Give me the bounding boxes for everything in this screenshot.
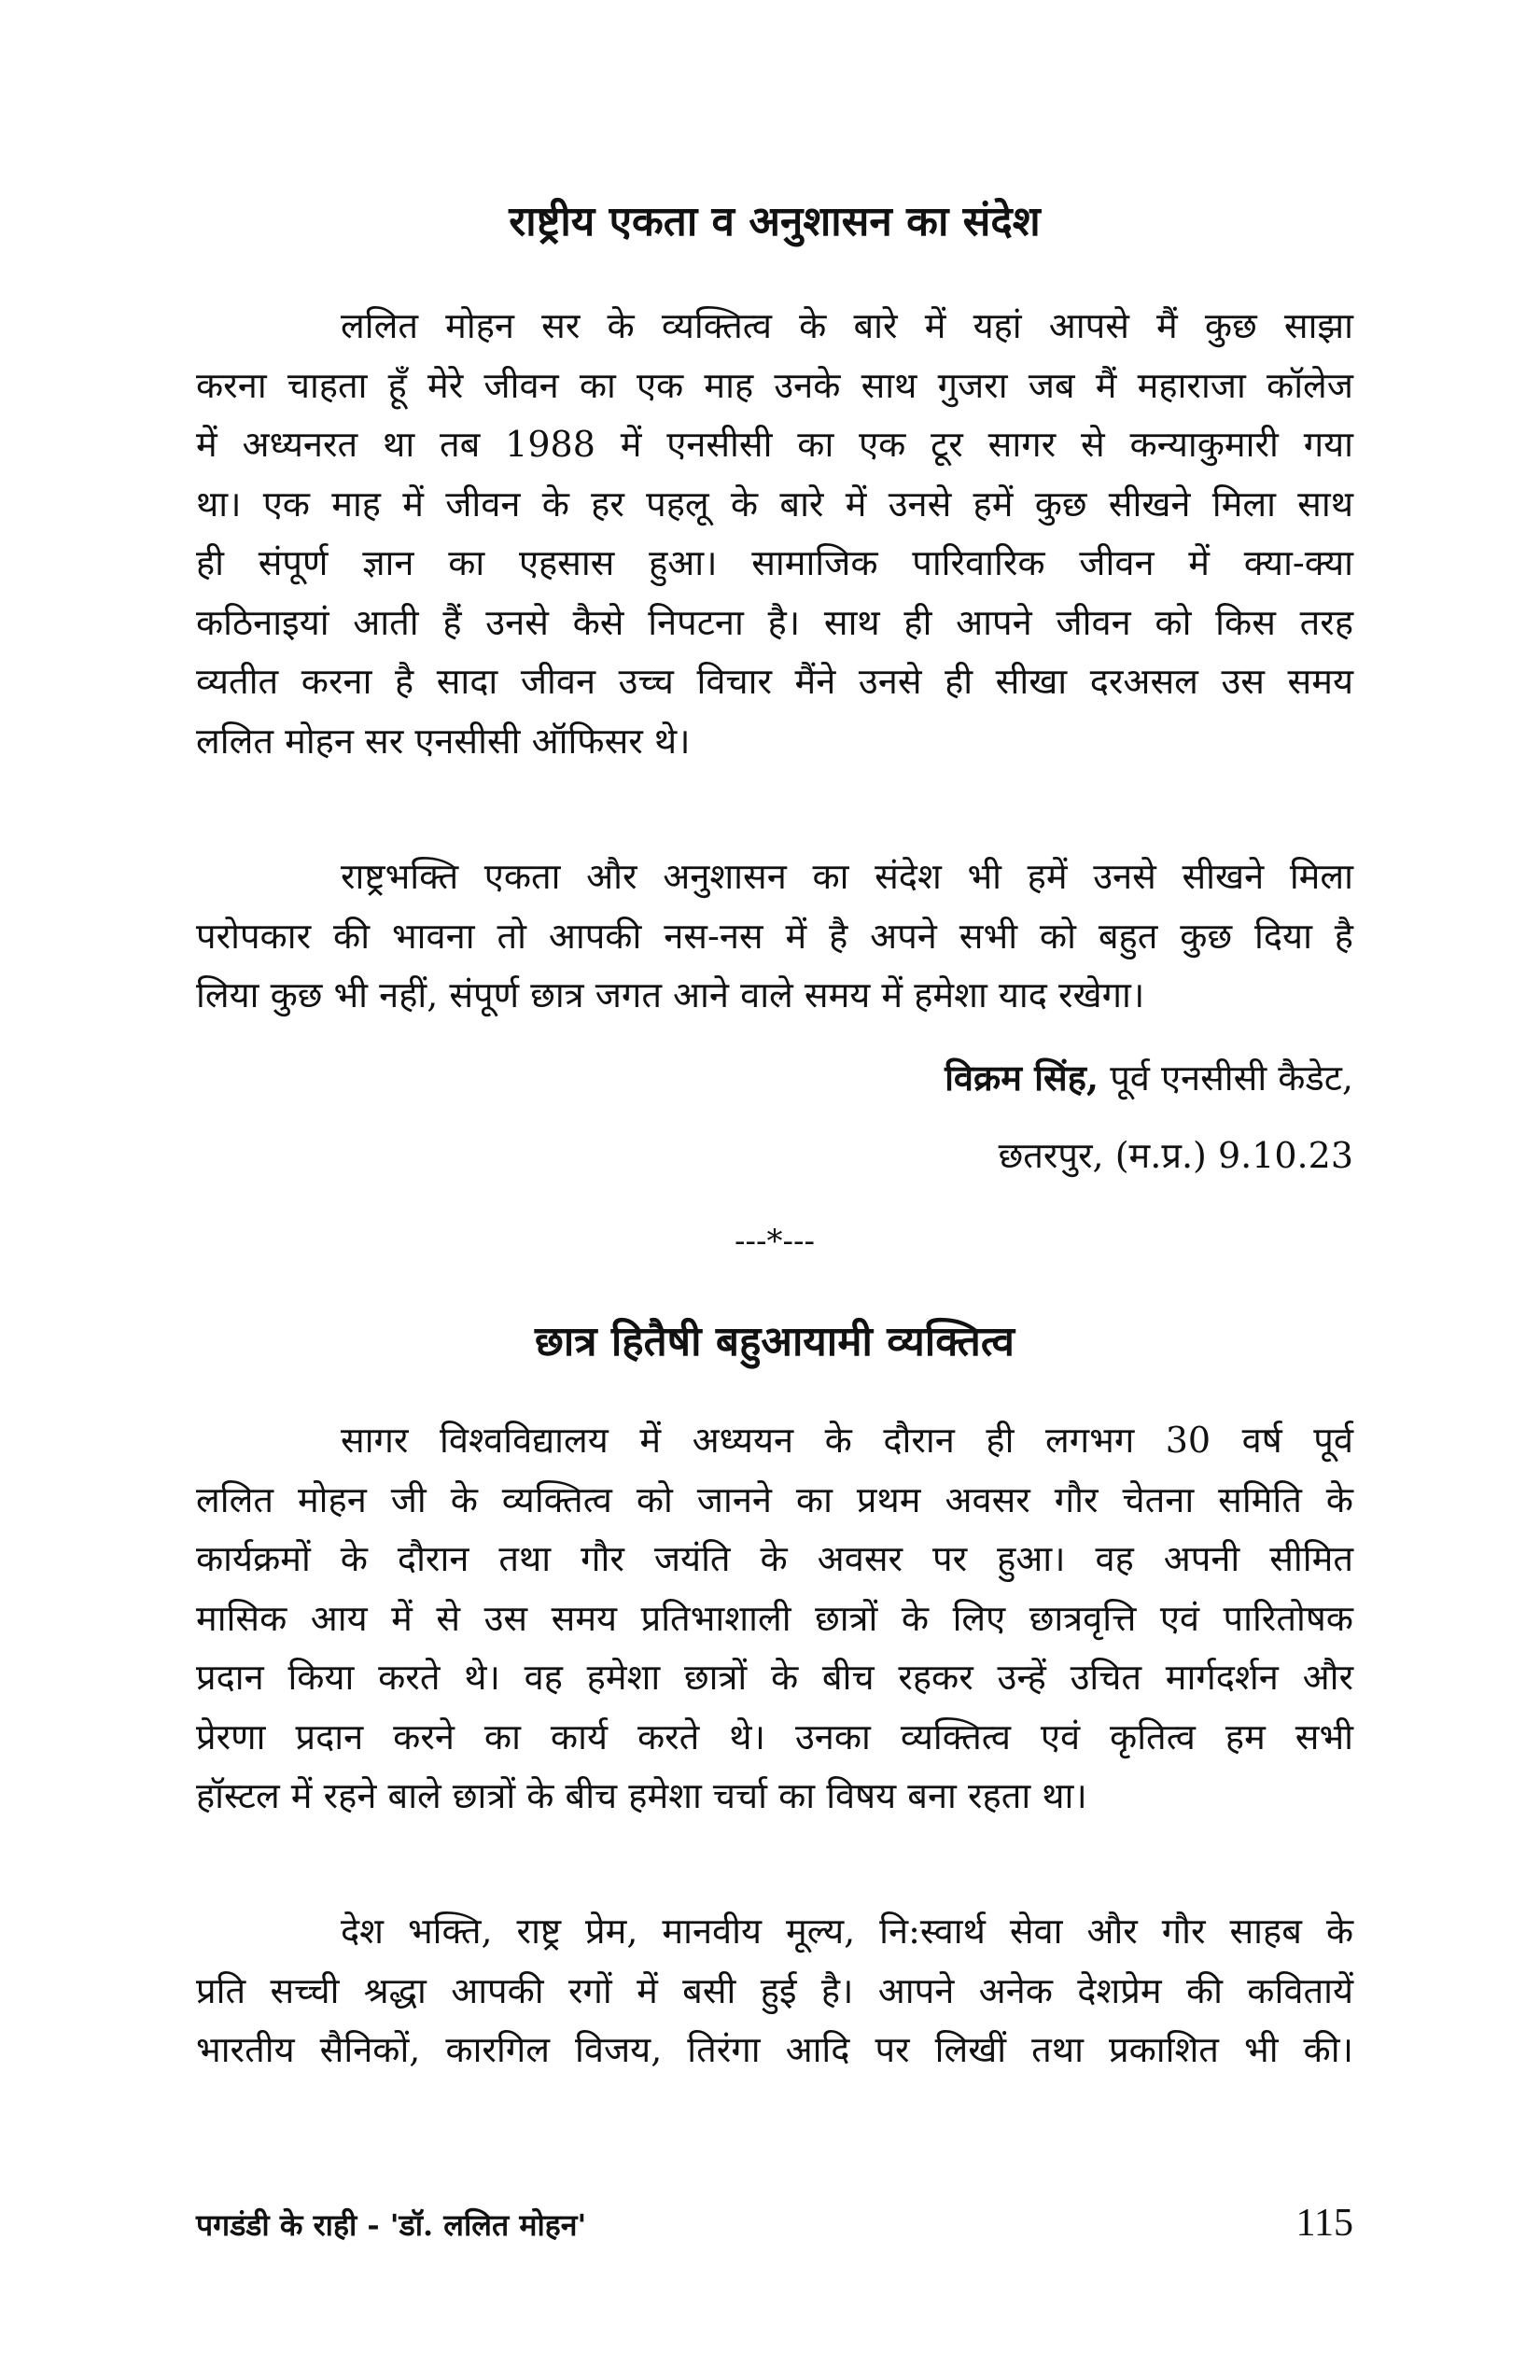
text-line: देश भक्ति, राष्ट्र प्रेम, मानवीय मूल्य, नि:स्वार्थ सेवा और गौर साहब के [341,1911,1353,1952]
article-paragraph [196,847,1353,1026]
text-line: ललित मोहन सर के व्यक्तित्व के बारे में यहां आपसे मैं कुछ साझा [341,305,1353,346]
text-line: था। एक माह में जीवन के हर पहलू के बारे में उनसे हमें कुछ सीखने मिला साथ [196,483,1353,525]
page-number: 115 [1295,2202,1353,2245]
article-paragraph [196,297,1353,771]
author-designation: पूर्व एनसीसी कैडेट, [1110,1057,1353,1099]
running-footer-title: पगडंडी के राही - 'डॉ. ललित मोहन' [196,2207,587,2243]
place-date: छतरपुर, (म.प्र.) 9.10.23 [998,1135,1353,1176]
text-line: राष्ट्रभक्ति एकता और अनुशासन का संदेश भी हमें उनसे सीखने मिला [341,856,1353,897]
text-line: प्रेरणा प्रदान करने का कार्य करते थे। उनका व्यक्तित्व एवं कृतित्व हम सभी [196,1715,1353,1757]
text-line: मासिक आय में से उस समय प्रतिभाशाली छात्रों के लिए छात्रवृत्ति एवं पारितोषक [196,1597,1353,1639]
article-title: राष्ट्रीय एकता व अनुशासन का संदेश [509,198,1041,245]
author-name: विक्रम सिंह, [945,1057,1099,1099]
text-line: हॉस्टल में रहने बाले छात्रों के बीच हमेशा चर्चा का विषय बना रहता था। [196,1775,1087,1816]
text-line: भारतीय सैनिकों, कारगिल विजय, तिरंगा आदि पर लिखीं तथा प्रकाशित भी की। [196,2029,1353,2070]
text-line: ललित मोहन जी के व्यक्तित्व को जानने का प्रथम अवसर गौर चेतना समिति के [196,1478,1353,1520]
signature-line [945,1050,1353,1106]
text-line: ललित मोहन सर एनसीसी ऑफिसर थे। [196,720,691,762]
text-line: कार्यक्रमों के दौरान तथा गौर जयंति के अवसर पर हुआ। वह अपनी सीमित [196,1538,1353,1579]
text-line: सागर विश्वविद्यालय में अध्ययन के दौरान ही लगभग 30 वर्ष पूर्व [341,1420,1353,1461]
text-line: ही संपूर्ण ज्ञान का एहसास हुआ। सामाजिक पारिवारिक जीवन में क्या-क्या [196,542,1353,583]
text-line: लिया कुछ भी नहीं, संपूर्ण छात्र जगत आने वाले समय में हमेशा याद रखेगा। [196,974,1145,1015]
text-line: कठिनाइयां आती हैं उनसे कैसे निपटना है। साथ ही आपने जीवन को किस तरह [196,601,1353,643]
text-line: में अध्यनरत था तब 1988 में एनसीसी का एक टूर सागर से कन्याकुमारी गया [196,424,1353,465]
text-line: प्रति सच्ची श्रद्धा आपकी रगों में बसी हुई है। आपने अनेक देशप्रेम की कवितायें [196,1969,1353,2011]
section-separator: ---*--- [735,1223,815,1260]
article-title: छात्र हितैषी बहुआयामी व्यक्तित्व [535,1318,1015,1365]
text-line: व्यतीत करना है सादा जीवन उच्च विचार मैंने उनसे ही सीखा दरअसल उस समय [196,661,1353,702]
text-line: प्रदान किया करते थे। वह हमेशा छात्रों के बीच रहकर उन्हें उचित मार्गदर्शन और [196,1657,1353,1698]
article-paragraph [196,1902,1353,2080]
article-paragraph [196,1411,1353,1827]
text-line: परोपकार की भावना तो आपकी नस-नस में है अपने सभी को बहुत कुछ दिया है [196,915,1353,957]
text-line: करना चाहता हूँ मेरे जीवन का एक माह उनके साथ गुजरा जब मैं महाराजा कॉलेज [196,364,1353,406]
